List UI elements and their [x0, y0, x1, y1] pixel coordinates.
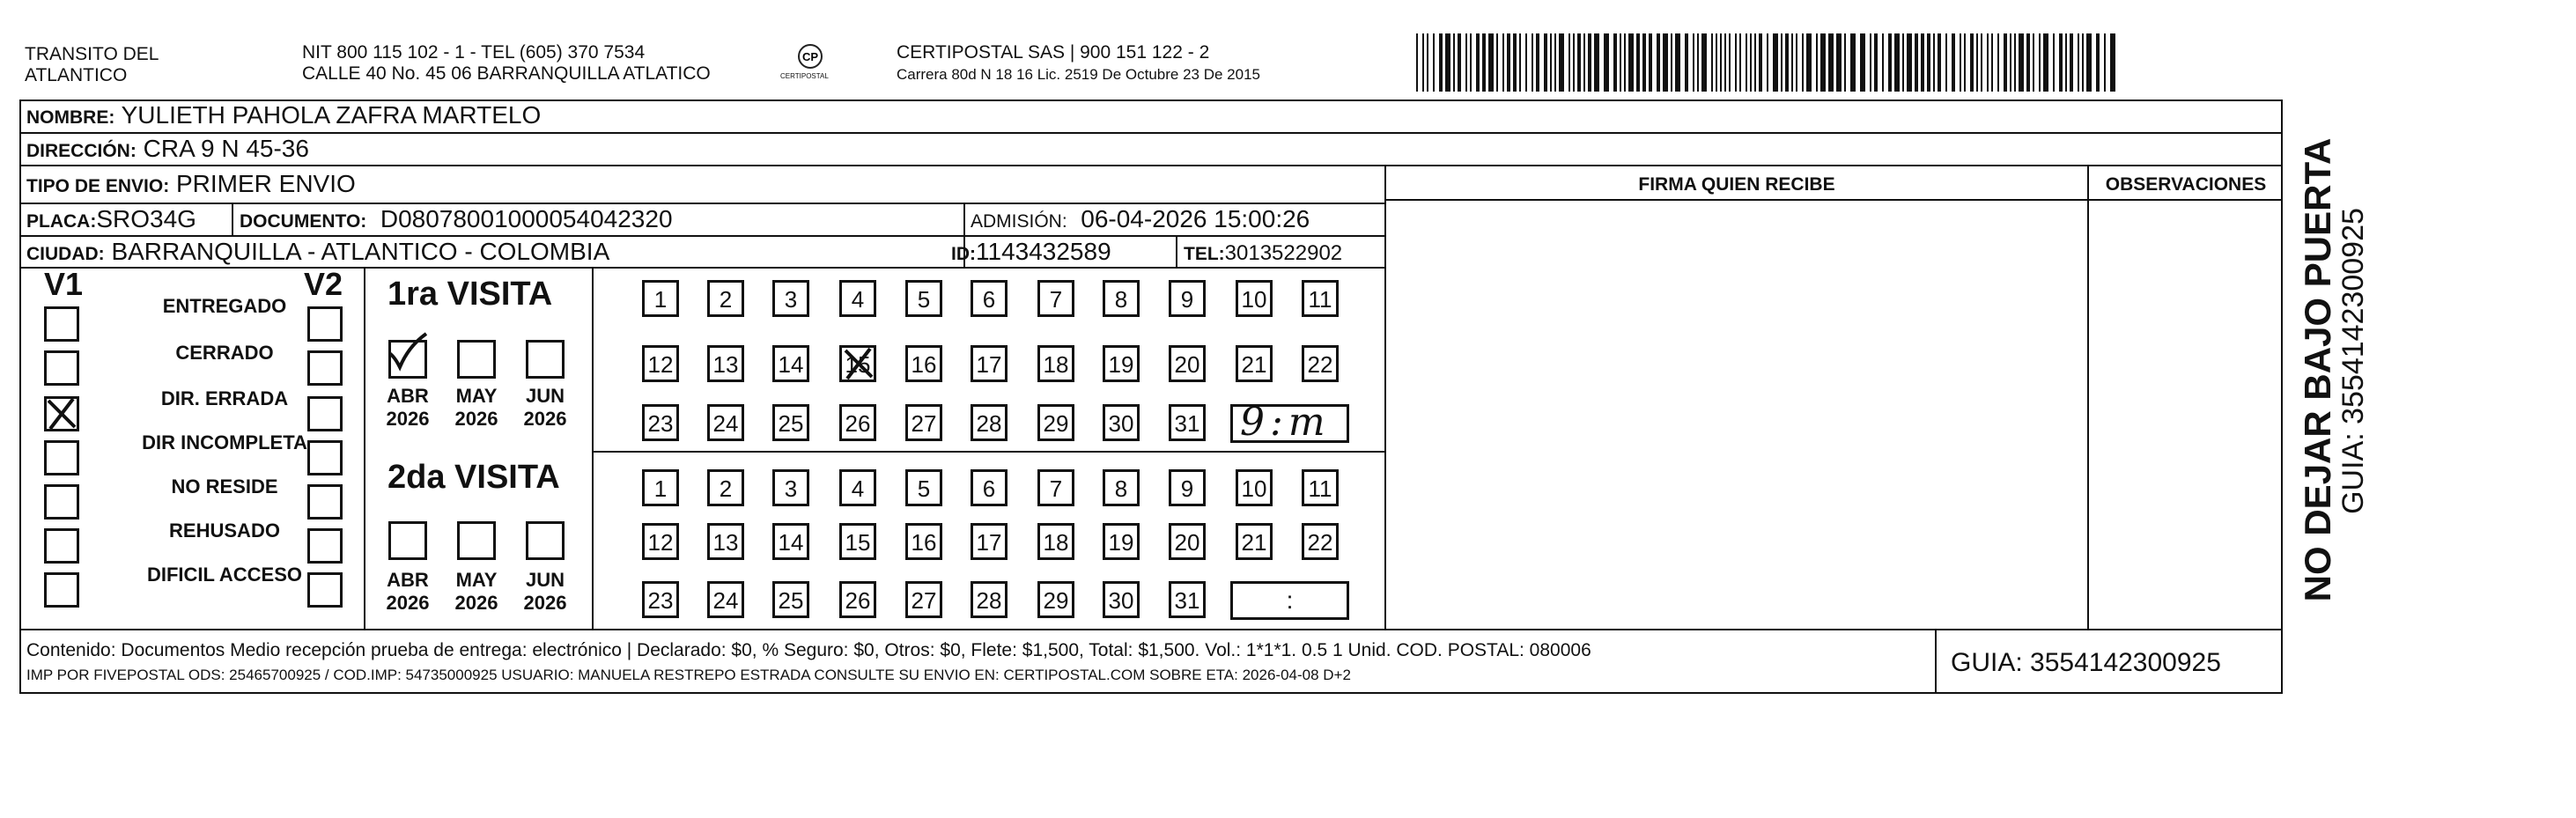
visita-2-month-label: JUN 2026: [523, 569, 567, 614]
v1-checkbox[interactable]: [44, 306, 79, 342]
visita-1-month-label: MAY 2026: [454, 385, 498, 430]
visita-1-day[interactable]: 9: [1169, 280, 1206, 317]
status-label: NO RESIDE: [171, 475, 278, 497]
tipo-envio-field: TIPO DE ENVIO: PRIMER ENVIO: [26, 170, 356, 197]
status-label: REHUSADO: [169, 520, 280, 542]
observaciones-label: OBSERVACIONES: [2105, 174, 2267, 195]
visita-2-day[interactable]: 27: [905, 581, 942, 618]
status-label: DIR. ERRADA: [160, 387, 289, 409]
visita-2-day[interactable]: 15: [839, 523, 876, 560]
v1-label: V1: [44, 266, 84, 302]
visita-1-day[interactable]: 20: [1169, 345, 1206, 382]
visita-1-day[interactable]: 17: [971, 345, 1008, 382]
visita-2-day[interactable]: 21: [1236, 523, 1273, 560]
visita-1-month-checkbox[interactable]: [388, 340, 427, 379]
visita-1-day[interactable]: 23: [642, 404, 679, 441]
visita-2-day[interactable]: 9: [1169, 469, 1206, 506]
visita-2-day[interactable]: 31: [1169, 581, 1206, 618]
v1-checkbox[interactable]: [44, 440, 79, 475]
firma-label: FIRMA QUIEN RECIBE: [1638, 174, 1835, 195]
tel-field: TEL:3013522902: [1184, 241, 1343, 265]
visita-2-day[interactable]: 29: [1037, 581, 1074, 618]
visita-2-day[interactable]: 11: [1302, 469, 1339, 506]
visita-2-day[interactable]: 26: [839, 581, 876, 618]
visita-2-day[interactable]: 20: [1169, 523, 1206, 560]
visita-1-day[interactable]: 11: [1302, 280, 1339, 317]
visita-2-day[interactable]: 18: [1037, 523, 1074, 560]
barcode: [1416, 33, 2116, 92]
visita-1-day[interactable]: 21: [1236, 345, 1273, 382]
visita-1-day[interactable]: 29: [1037, 404, 1074, 441]
visita-2-day[interactable]: 24: [707, 581, 744, 618]
guia-side: GUIA: 3554142300925: [2336, 208, 2370, 514]
visita-2-day[interactable]: 23: [642, 581, 679, 618]
visita-2-title: 2da VISITA: [388, 459, 560, 496]
svg-text:CP: CP: [801, 50, 819, 63]
guia-footer: GUIA: 3554142300925: [1951, 648, 2221, 677]
visita-2-day[interactable]: 17: [971, 523, 1008, 560]
v1-checkbox[interactable]: [44, 484, 79, 520]
visita-1-day[interactable]: 27: [905, 404, 942, 441]
v1-checkbox[interactable]: [44, 528, 79, 564]
visita-2-month-label: ABR 2026: [386, 569, 430, 614]
visita-1-month-label: ABR 2026: [386, 385, 430, 430]
status-label: CERRADO: [175, 342, 274, 364]
v2-label: V2: [304, 266, 343, 302]
contenido-text: Contenido: Documentos Medio recepción prueba de entrega: electrónico | Declarado: $0, % Seguro: $0, Otros: $0, Flete: $1,500, Total: $1,500. Vol.: 1*1*1. 0.5 1 Unid. COD. POSTAL: 080006: [26, 640, 1591, 660]
ciudad-field: CIUDAD: BARRANQUILLA - ATLANTICO - COLOMBIA: [26, 238, 610, 265]
visita-2-day[interactable]: 14: [772, 523, 809, 560]
visita-1-month-checkbox[interactable]: [526, 340, 565, 379]
company-info: CERTIPOSTAL SAS | 900 151 122 - 2 Carrera 80d N 18 16 Lic. 2519 De Octubre 23 De 2015: [897, 42, 1260, 83]
certipostal-logo: CP CERTIPOSTAL: [784, 39, 837, 92]
visita-1-day[interactable]: 25: [772, 404, 809, 441]
visita-1-day[interactable]: 5: [905, 280, 942, 317]
visita-2-day[interactable]: 28: [971, 581, 1008, 618]
visita-2-day[interactable]: 2: [707, 469, 744, 506]
visita-2-day[interactable]: 13: [707, 523, 744, 560]
visita-1-day[interactable]: 19: [1103, 345, 1140, 382]
visita-1-day[interactable]: 30: [1103, 404, 1140, 441]
visita-1-month-label: JUN 2026: [523, 385, 567, 430]
placa-field: PLACA:SRO34G: [26, 205, 196, 232]
visita-1-time[interactable]: 9:m: [1230, 404, 1349, 443]
visita-2-day[interactable]: 7: [1037, 469, 1074, 506]
visita-1-day[interactable]: 13: [707, 345, 744, 382]
sender-info: NIT 800 115 102 - 1 - TEL (605) 370 7534 CALLE 40 No. 45 06 BARRANQUILLA ATLATICO: [302, 42, 711, 84]
visita-1-day[interactable]: 10: [1236, 280, 1273, 317]
status-label: DIFICIL ACCESO: [146, 564, 302, 586]
nombre-field: NOMBRE: YULIETH PAHOLA ZAFRA MARTELO: [26, 101, 542, 129]
visita-2-month-checkbox[interactable]: [388, 521, 427, 560]
admision-field: ADMISIÓN: 06-04-2026 15:00:26: [971, 205, 1310, 232]
v1-checkbox[interactable]: [44, 396, 79, 431]
direccion-field: DIRECCIÓN: CRA 9 N 45-36: [26, 135, 309, 162]
visita-1-day[interactable]: 3: [772, 280, 809, 317]
visita-2-time[interactable]: :: [1230, 581, 1349, 620]
visita-2-day[interactable]: 30: [1103, 581, 1140, 618]
visita-1-day[interactable]: 22: [1302, 345, 1339, 382]
visita-1-day[interactable]: 14: [772, 345, 809, 382]
sender-name: TRANSITO DEL ATLANTICO: [25, 44, 159, 85]
visita-2-day[interactable]: 4: [839, 469, 876, 506]
visita-2-day[interactable]: 19: [1103, 523, 1140, 560]
visita-2-day[interactable]: 3: [772, 469, 809, 506]
v1-checkbox[interactable]: [44, 572, 79, 608]
imp-text: IMP POR FIVEPOSTAL ODS: 25465700925 / COD.IMP: 54735000925 USUARIO: MANUELA RESTREPO ESTRADA CONSULTE SU ENVIO EN: CERTIPOSTAL.COM SOBRE ETA: 2026-04-08 D+2: [26, 667, 1351, 683]
visita-2-day[interactable]: 25: [772, 581, 809, 618]
status-label: DIR INCOMPLETA: [142, 431, 307, 453]
visita-2-day[interactable]: 6: [971, 469, 1008, 506]
visita-2-day[interactable]: 22: [1302, 523, 1339, 560]
no-dejar-bajo-puerta: NO DEJAR BAJO PUERTA: [2297, 137, 2338, 602]
visita-2-month-label: MAY 2026: [454, 569, 498, 614]
visita-2-day[interactable]: 12: [642, 523, 679, 560]
visita-2-day[interactable]: 10: [1236, 469, 1273, 506]
visita-1-day[interactable]: 4: [839, 280, 876, 317]
visita-1-day[interactable]: 15: [839, 345, 876, 382]
documento-field: DOCUMENTO: D08078001000054042320: [240, 205, 673, 232]
visita-2-month-checkbox[interactable]: [457, 521, 496, 560]
visita-1-day[interactable]: 1: [642, 280, 679, 317]
visita-2-month-checkbox[interactable]: [526, 521, 565, 560]
visita-1-month-checkbox[interactable]: [457, 340, 496, 379]
visita-1-day[interactable]: 8: [1103, 280, 1140, 317]
visita-1-day[interactable]: 26: [839, 404, 876, 441]
visita-1-day[interactable]: 12: [642, 345, 679, 382]
visita-1-day[interactable]: 24: [707, 404, 744, 441]
visita-1-day[interactable]: 2: [707, 280, 744, 317]
visita-2-day[interactable]: 5: [905, 469, 942, 506]
visita-1-day[interactable]: 16: [905, 345, 942, 382]
visita-2-day[interactable]: 8: [1103, 469, 1140, 506]
visita-1-title: 1ra VISITA: [388, 276, 553, 313]
visita-2-day[interactable]: 16: [905, 523, 942, 560]
visita-1-day[interactable]: 6: [971, 280, 1008, 317]
v1-checkbox[interactable]: [44, 350, 79, 386]
visita-1-day[interactable]: 28: [971, 404, 1008, 441]
status-label: ENTREGADO: [162, 295, 287, 317]
visita-1-day[interactable]: 18: [1037, 345, 1074, 382]
visita-2-day[interactable]: 1: [642, 469, 679, 506]
visita-1-day[interactable]: 7: [1037, 280, 1074, 317]
id-field: ID:1143432589: [951, 238, 1111, 265]
visita-1-day[interactable]: 31: [1169, 404, 1206, 441]
